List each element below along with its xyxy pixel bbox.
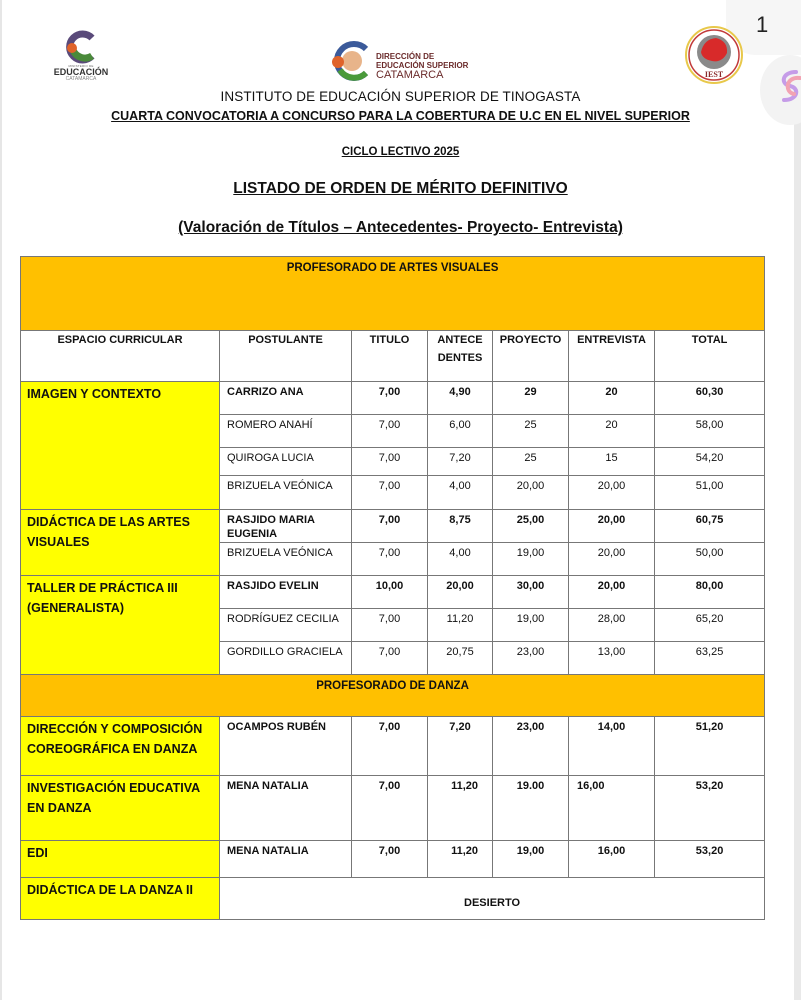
espacio-curricular: DIRECCIÓN Y COMPOSICIÓN COREOGRÁFICA EN DANZA [21, 717, 220, 776]
proyecto-value: 19.00 [493, 776, 569, 841]
total-value: 53,20 [655, 841, 765, 878]
table-row [21, 878, 765, 920]
logo-text: EDUCACIÓN SUPERIOR [376, 61, 469, 70]
section-title: PROFESORADO DE ARTES VISUALES [21, 257, 765, 331]
column-header: TOTAL [655, 331, 765, 382]
column-header: POSTULANTE [220, 331, 352, 382]
column-header: TITULO [352, 331, 428, 382]
titulo-value: 7,00 [352, 510, 428, 543]
total-value: 53,20 [655, 776, 765, 841]
total-value: 63,25 [655, 642, 765, 675]
section-title: PROFESORADO DE DANZA [21, 675, 765, 717]
section-header-row [21, 675, 765, 717]
desierto-status: DESIERTO [220, 878, 765, 920]
titulo-value: 7,00 [352, 642, 428, 675]
antecedentes-value: 4,90 [428, 382, 493, 415]
entrevista-value: 28,00 [569, 609, 655, 642]
entrevista-value: 20,00 [569, 576, 655, 609]
proyecto-value: 23,00 [493, 717, 569, 776]
column-header: PROYECTO [493, 331, 569, 382]
proyecto-value: 20,00 [493, 476, 569, 510]
entrevista-value: 15 [569, 448, 655, 476]
antecedentes-value: 11,20 [428, 841, 493, 878]
proyecto-value: 25 [493, 415, 569, 448]
table-row [21, 841, 765, 878]
titulo-value: 7,00 [352, 776, 428, 841]
table-row [21, 576, 765, 609]
titulo-value: 7,00 [352, 841, 428, 878]
espacio-curricular: EDI [21, 841, 220, 878]
postulante: RASJIDO MARIA EUGENIA [220, 510, 352, 543]
logo-text: EDUCACIÓN [53, 67, 109, 77]
total-value: 80,00 [655, 576, 765, 609]
titulo-value: 7,00 [352, 382, 428, 415]
column-header: ESPACIO CURRICULAR [21, 331, 220, 382]
postulante: BRIZUELA VEÓNICA [220, 543, 352, 576]
proyecto-value: 23,00 [493, 642, 569, 675]
titulo-value: 7,00 [352, 476, 428, 510]
total-value: 54,20 [655, 448, 765, 476]
antecedentes-value: 20,75 [428, 642, 493, 675]
postulante: CARRIZO ANA [220, 382, 352, 415]
ministerio-logo [50, 30, 112, 88]
espacio-curricular: INVESTIGACIÓN EDUCATIVA EN DANZA [21, 776, 220, 841]
postulante: OCAMPOS RUBÉN [220, 717, 352, 776]
svg-text:IEST: IEST [704, 70, 724, 79]
proyecto-value: 29 [493, 382, 569, 415]
institute-name: INSTITUTO DE EDUCACIÓN SUPERIOR DE TINOGASTA [220, 89, 581, 104]
titulo-value: 7,00 [352, 609, 428, 642]
antecedentes-value: 11,20 [428, 776, 493, 841]
postulante: RASJIDO EVELIN [220, 576, 352, 609]
proyecto-value: 19,00 [493, 609, 569, 642]
column-header-row [21, 331, 765, 382]
entrevista-value: 20 [569, 415, 655, 448]
postulante: MENA NATALIA [220, 776, 352, 841]
total-value: 50,00 [655, 543, 765, 576]
entrevista-value: 16,00 [569, 776, 655, 841]
antecedentes-value: 4,00 [428, 476, 493, 510]
viewer-scrollbar-track[interactable] [794, 60, 801, 1000]
postulante: RODRÍGUEZ CECILIA [220, 609, 352, 642]
logo-text: MINISTERIO DE [68, 64, 94, 68]
antecedentes-value: 4,00 [428, 543, 493, 576]
antecedentes-value: 7,20 [428, 717, 493, 776]
table-row [21, 510, 765, 543]
antecedentes-value: 7,20 [428, 448, 493, 476]
postulante: QUIROGA LUCIA [220, 448, 352, 476]
entrevista-value: 20,00 [569, 476, 655, 510]
section-header-row [21, 257, 765, 331]
espacio-curricular: IMAGEN Y CONTEXTO [21, 382, 220, 510]
direccion-logo [330, 40, 480, 82]
antecedentes-value: 6,00 [428, 415, 493, 448]
entrevista-value: 20,00 [569, 510, 655, 543]
valoracion-subtitle: (Valoración de Títulos – Antecedentes- Proyecto- Entrevista) [178, 219, 623, 236]
proyecto-value: 25 [493, 448, 569, 476]
proyecto-value: 30,00 [493, 576, 569, 609]
logo-text: DIRECCIÓN DE [376, 52, 435, 61]
table-row [21, 382, 765, 415]
entrevista-value: 20,00 [569, 543, 655, 576]
listado-title: LISTADO DE ORDEN DE MÉRITO DEFINITIVO [233, 180, 568, 197]
ciclo-lectivo: CICLO LECTIVO 2025 [341, 146, 460, 158]
column-header: ANTECE DENTES [428, 331, 493, 382]
c-logo-icon [64, 30, 98, 64]
titulo-value: 10,00 [352, 576, 428, 609]
total-value: 60,30 [655, 382, 765, 415]
antecedentes-value: 11,20 [428, 609, 493, 642]
convocatoria-title: CUARTA CONVOCATORIA A CONCURSO PARA LA COBERTURA DE U.C EN EL NIVEL SUPERIOR [111, 109, 690, 123]
entrevista-value: 14,00 [569, 717, 655, 776]
postulante: GORDILLO GRACIELA [220, 642, 352, 675]
column-header: ENTREVISTA [569, 331, 655, 382]
proyecto-value: 19,00 [493, 543, 569, 576]
antecedentes-value: 20,00 [428, 576, 493, 609]
titulo-value: 7,00 [352, 543, 428, 576]
table-row [21, 717, 765, 776]
total-value: 58,00 [655, 415, 765, 448]
titulo-value: 7,00 [352, 717, 428, 776]
entrevista-value: 13,00 [569, 642, 655, 675]
institute-seal-icon [684, 25, 744, 85]
logo-text: CATAMARCA [65, 76, 97, 82]
logo-text: CATAMARCA [376, 69, 444, 81]
c-seal-logo-icon [330, 40, 374, 82]
postulante: MENA NATALIA [220, 841, 352, 878]
espacio-curricular: TALLER DE PRÁCTICA III (GENERALISTA) [21, 576, 220, 675]
total-value: 51,20 [655, 717, 765, 776]
entrevista-value: 20 [569, 382, 655, 415]
entrevista-value: 16,00 [569, 841, 655, 878]
postulante: ROMERO ANAHÍ [220, 415, 352, 448]
proyecto-value: 19,00 [493, 841, 569, 878]
espacio-curricular: DIDÁCTICA DE LAS ARTES VISUALES [21, 510, 220, 576]
total-value: 51,00 [655, 476, 765, 510]
merit-table [20, 256, 765, 920]
total-value: 65,20 [655, 609, 765, 642]
antecedentes-value: 8,75 [428, 510, 493, 543]
titulo-value: 7,00 [352, 448, 428, 476]
titulo-value: 7,00 [352, 415, 428, 448]
table-row [21, 776, 765, 841]
proyecto-value: 25,00 [493, 510, 569, 543]
postulante: BRIZUELA VEÓNICA [220, 476, 352, 510]
total-value: 60,75 [655, 510, 765, 543]
page-number: 1 [756, 12, 769, 37]
espacio-curricular: DIDÁCTICA DE LA DANZA II [21, 878, 220, 920]
